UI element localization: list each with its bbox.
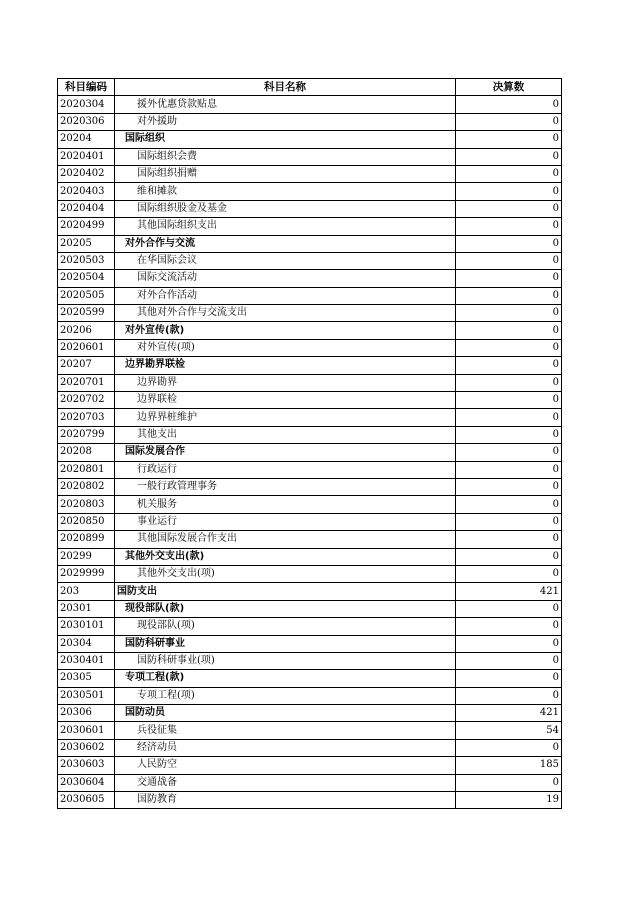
- table-row: [58, 652, 562, 669]
- subject-code-cell: 2020503: [58, 252, 115, 269]
- amount-cell: 0: [456, 739, 562, 756]
- subject-code-cell: 2030605: [58, 792, 115, 809]
- subject-code-cell: 2020701: [58, 374, 115, 391]
- subject-name-cell: 交通战备: [115, 774, 456, 791]
- subject-code-cell: 2020401: [58, 148, 115, 165]
- amount-cell: 0: [456, 496, 562, 513]
- subject-name-cell: 国际组织会费: [115, 148, 456, 165]
- table-row: [58, 218, 562, 235]
- subject-code-cell: 20305: [58, 670, 115, 687]
- amount-cell: 0: [456, 287, 562, 304]
- amount-cell: 0: [456, 478, 562, 495]
- table-row: [58, 392, 562, 409]
- subject-code-cell: 20207: [58, 357, 115, 374]
- amount-cell: 0: [456, 131, 562, 148]
- amount-cell: 0: [456, 600, 562, 617]
- table-row: [58, 426, 562, 443]
- table-row: [58, 565, 562, 582]
- table-row: [58, 148, 562, 165]
- subject-name-cell: 国际发展合作: [115, 444, 456, 461]
- table-row: [58, 600, 562, 617]
- amount-cell: 0: [456, 392, 562, 409]
- amount-cell: 0: [456, 426, 562, 443]
- subject-code-cell: 20206: [58, 322, 115, 339]
- subject-name-cell: 专项工程(项): [115, 687, 456, 704]
- subject-code-cell: 2020899: [58, 531, 115, 548]
- amount-cell: 0: [456, 322, 562, 339]
- subject-code-cell: 20205: [58, 235, 115, 252]
- subject-code-cell: 2020505: [58, 287, 115, 304]
- subject-name-cell: 边界勘界联检: [115, 357, 456, 374]
- subject-code-cell: 2020499: [58, 218, 115, 235]
- subject-name-cell: 对外宣传(项): [115, 339, 456, 356]
- header-name: 科目名称: [115, 79, 456, 96]
- amount-cell: 0: [456, 652, 562, 669]
- amount-cell: 0: [456, 444, 562, 461]
- subject-name-cell: 国际组织股金及基金: [115, 200, 456, 217]
- table-row: [58, 687, 562, 704]
- subject-code-cell: 2030101: [58, 618, 115, 635]
- table-row: [58, 461, 562, 478]
- subject-name-cell: 边界勘界: [115, 374, 456, 391]
- subject-code-cell: 203: [58, 583, 115, 600]
- amount-cell: 0: [456, 565, 562, 582]
- subject-code-cell: 20301: [58, 600, 115, 617]
- amount-cell: 0: [456, 200, 562, 217]
- subject-code-cell: 2020850: [58, 513, 115, 530]
- subject-name-cell: 国防支出: [115, 583, 456, 600]
- table-row: [58, 478, 562, 495]
- table-row: [58, 444, 562, 461]
- amount-cell: 0: [456, 531, 562, 548]
- subject-code-cell: 2030604: [58, 774, 115, 791]
- table-row: [58, 357, 562, 374]
- subject-code-cell: 2020799: [58, 426, 115, 443]
- subject-name-cell: 国际交流活动: [115, 270, 456, 287]
- amount-cell: 0: [456, 374, 562, 391]
- subject-name-cell: 其他外交支出(款): [115, 548, 456, 565]
- table-row: [58, 513, 562, 530]
- table-row: [58, 635, 562, 652]
- table-row: [58, 409, 562, 426]
- table-row: [58, 339, 562, 356]
- subject-name-cell: 行政运行: [115, 461, 456, 478]
- subject-name-cell: 其他支出: [115, 426, 456, 443]
- amount-cell: 421: [456, 583, 562, 600]
- amount-cell: 0: [456, 148, 562, 165]
- amount-cell: 0: [456, 113, 562, 130]
- table-row: [58, 305, 562, 322]
- subject-name-cell: 机关服务: [115, 496, 456, 513]
- amount-cell: 0: [456, 339, 562, 356]
- subject-name-cell: 国防教育: [115, 792, 456, 809]
- subject-code-cell: 2030401: [58, 652, 115, 669]
- subject-name-cell: 对外合作活动: [115, 287, 456, 304]
- amount-cell: 54: [456, 722, 562, 739]
- subject-code-cell: 20208: [58, 444, 115, 461]
- table-row: [58, 531, 562, 548]
- subject-name-cell: 维和摊款: [115, 183, 456, 200]
- amount-cell: 421: [456, 705, 562, 722]
- subject-name-cell: 在华国际会议: [115, 252, 456, 269]
- amount-cell: 0: [456, 270, 562, 287]
- amount-cell: 0: [456, 687, 562, 704]
- table-row: [58, 792, 562, 809]
- subject-name-cell: 边界界桩维护: [115, 409, 456, 426]
- table-row: [58, 496, 562, 513]
- amount-cell: 0: [456, 96, 562, 113]
- subject-name-cell: 其他国际发展合作支出: [115, 531, 456, 548]
- subject-code-cell: 20306: [58, 705, 115, 722]
- subject-name-cell: 其他对外合作与交流支出: [115, 305, 456, 322]
- subject-code-cell: 2020504: [58, 270, 115, 287]
- subject-name-cell: 对外援助: [115, 113, 456, 130]
- subject-code-cell: 20204: [58, 131, 115, 148]
- budget-table: [57, 78, 562, 809]
- subject-name-cell: 对外合作与交流: [115, 235, 456, 252]
- subject-name-cell: 现役部队(项): [115, 618, 456, 635]
- subject-name-cell: 国防科研事业: [115, 635, 456, 652]
- header-amount: 决算数: [456, 79, 562, 96]
- subject-name-cell: 国防科研事业(项): [115, 652, 456, 669]
- subject-code-cell: 2020802: [58, 478, 115, 495]
- subject-code-cell: 2020803: [58, 496, 115, 513]
- table-row: [58, 757, 562, 774]
- table-row: [58, 113, 562, 130]
- subject-code-cell: 2020304: [58, 96, 115, 113]
- subject-name-cell: 其他外交支出(项): [115, 565, 456, 582]
- subject-code-cell: 20304: [58, 635, 115, 652]
- table-row: [58, 722, 562, 739]
- table-row: [58, 739, 562, 756]
- amount-cell: 185: [456, 757, 562, 774]
- table-row: [58, 183, 562, 200]
- table-row: [58, 287, 562, 304]
- table-row: [58, 270, 562, 287]
- table-header-row: [58, 79, 562, 96]
- subject-name-cell: 其他国际组织支出: [115, 218, 456, 235]
- subject-name-cell: 对外宣传(款): [115, 322, 456, 339]
- table-row: [58, 618, 562, 635]
- amount-cell: 0: [456, 357, 562, 374]
- subject-code-cell: 2029999: [58, 565, 115, 582]
- subject-name-cell: 现役部队(款): [115, 600, 456, 617]
- subject-name-cell: 国防动员: [115, 705, 456, 722]
- subject-code-cell: 20299: [58, 548, 115, 565]
- amount-cell: 0: [456, 183, 562, 200]
- subject-name-cell: 边界联检: [115, 392, 456, 409]
- amount-cell: 0: [456, 618, 562, 635]
- subject-name-cell: 人民防空: [115, 757, 456, 774]
- amount-cell: 0: [456, 670, 562, 687]
- subject-code-cell: 2030602: [58, 739, 115, 756]
- subject-code-cell: 2020801: [58, 461, 115, 478]
- subject-name-cell: 专项工程(款): [115, 670, 456, 687]
- subject-name-cell: 兵役征集: [115, 722, 456, 739]
- subject-name-cell: 事业运行: [115, 513, 456, 530]
- subject-code-cell: 2020402: [58, 165, 115, 182]
- table-row: [58, 583, 562, 600]
- table-row: [58, 548, 562, 565]
- table-row: [58, 200, 562, 217]
- table-row: [58, 705, 562, 722]
- table-row: [58, 96, 562, 113]
- amount-cell: 0: [456, 461, 562, 478]
- subject-code-cell: 2020403: [58, 183, 115, 200]
- table-row: [58, 774, 562, 791]
- subject-code-cell: 2030601: [58, 722, 115, 739]
- amount-cell: 0: [456, 165, 562, 182]
- table-row: [58, 131, 562, 148]
- subject-code-cell: 2020404: [58, 200, 115, 217]
- subject-code-cell: 2030501: [58, 687, 115, 704]
- subject-name-cell: 国际组织: [115, 131, 456, 148]
- subject-code-cell: 2020306: [58, 113, 115, 130]
- subject-name-cell: 国际组织捐赠: [115, 165, 456, 182]
- amount-cell: 19: [456, 792, 562, 809]
- amount-cell: 0: [456, 252, 562, 269]
- amount-cell: 0: [456, 218, 562, 235]
- subject-name-cell: 援外优惠贷款贴息: [115, 96, 456, 113]
- amount-cell: 0: [456, 235, 562, 252]
- table-row: [58, 165, 562, 182]
- amount-cell: 0: [456, 548, 562, 565]
- subject-code-cell: 2020601: [58, 339, 115, 356]
- subject-code-cell: 2020599: [58, 305, 115, 322]
- table-row: [58, 374, 562, 391]
- subject-code-cell: 2030603: [58, 757, 115, 774]
- table-row: [58, 235, 562, 252]
- subject-code-cell: 2020702: [58, 392, 115, 409]
- amount-cell: 0: [456, 513, 562, 530]
- table-row: [58, 670, 562, 687]
- amount-cell: 0: [456, 635, 562, 652]
- table-row: [58, 322, 562, 339]
- header-code: 科目编码: [58, 79, 115, 96]
- table-row: [58, 252, 562, 269]
- table-body: [58, 96, 562, 809]
- subject-code-cell: 2020703: [58, 409, 115, 426]
- amount-cell: 0: [456, 774, 562, 791]
- amount-cell: 0: [456, 305, 562, 322]
- subject-name-cell: 一般行政管理事务: [115, 478, 456, 495]
- amount-cell: 0: [456, 409, 562, 426]
- subject-name-cell: 经济动员: [115, 739, 456, 756]
